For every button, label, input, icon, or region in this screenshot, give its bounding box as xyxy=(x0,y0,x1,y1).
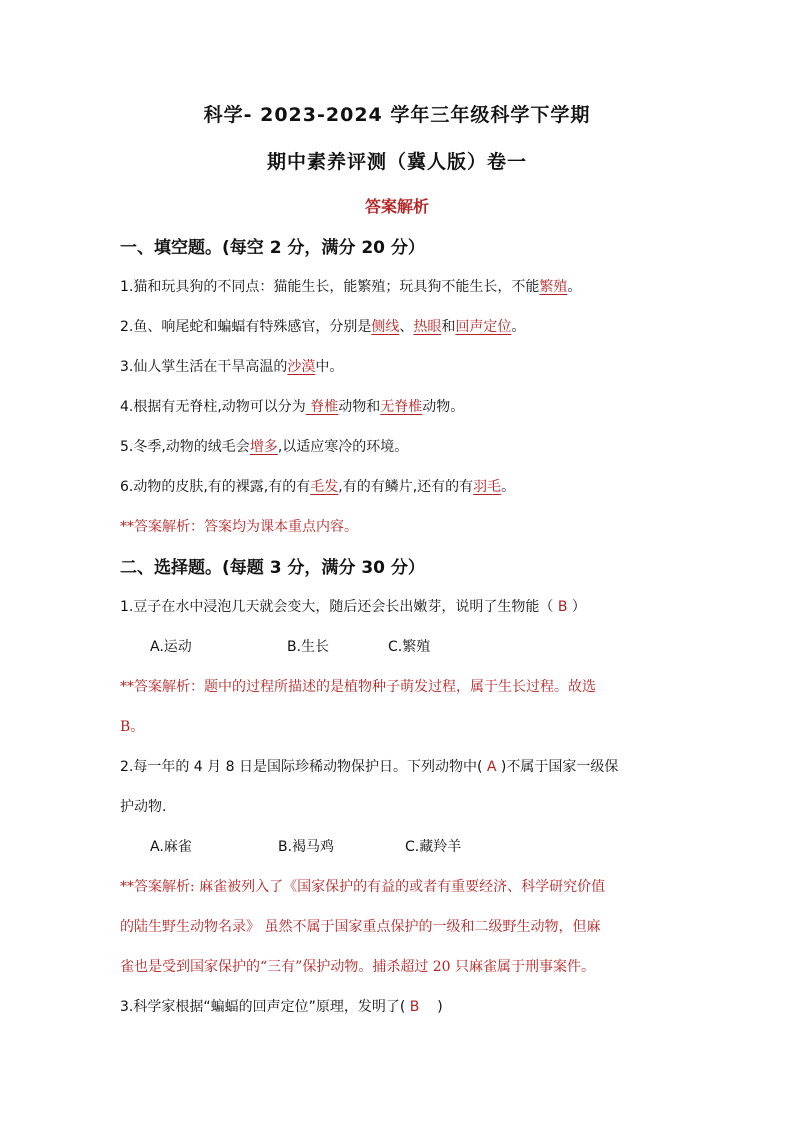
q-text: 和 xyxy=(441,319,456,335)
q-text: 动物。 xyxy=(422,399,465,415)
doc-title-line2: 期中素养评测（冀人版）卷一 xyxy=(266,151,527,173)
answer-blank: 繁殖 xyxy=(539,279,568,295)
fill-question-2 xyxy=(120,316,525,336)
section1-explanation: **答案解析：答案均为课本重点内容。 xyxy=(120,519,358,535)
q-text: 3.仙人掌生活在干旱高温的 xyxy=(120,359,288,375)
option-a: A.麻雀 xyxy=(150,839,192,855)
fill-question-5 xyxy=(120,436,408,456)
q-text: 6.动物的皮肤,有的裸露,有的有 xyxy=(120,479,311,495)
fill-question-3 xyxy=(120,356,343,376)
answer-blank: 沙漠 xyxy=(287,359,316,375)
section2-heading: 二、选择题。(每题 3 分，满分 30 分） xyxy=(120,558,425,578)
choice-question-3 xyxy=(120,996,443,1016)
doc-subtitle: 答案解析 xyxy=(364,197,429,216)
answer-blank: 回声定位 xyxy=(455,319,512,335)
answer-blank: 毛发 xyxy=(310,479,339,495)
option-a: A.运动 xyxy=(150,639,192,655)
q-text: )不属于国家一级保 xyxy=(500,759,619,775)
q2-stem-line2: 护动物. xyxy=(120,799,167,815)
fill-question-4 xyxy=(120,396,464,416)
q-text: 、 xyxy=(399,319,414,335)
answer-letter: A xyxy=(482,759,501,775)
answer-letter: B xyxy=(557,599,568,615)
choice-question-1 xyxy=(120,596,586,616)
q-text: 1.豆子在水中浸泡几天就会变大，随后还会长出嫩芽，说明了生物能（ xyxy=(120,599,558,615)
answer-blank: 脊椎 xyxy=(305,399,339,415)
q2-explanation-line2: 的陆生野生动物名录》 虽然不属于国家重点保护的一级和二级野生动物，但麻 xyxy=(120,919,601,935)
answer-letter: B xyxy=(405,999,424,1015)
q2-explanation-line1: **答案解析: 麻雀被列入了《国家保护的有益的或者有重要经济、科学研究价值 xyxy=(120,879,606,895)
answer-blank: 增多 xyxy=(249,439,278,455)
doc-title-line1: 科学- 2023-2024 学年三年级科学下学期 xyxy=(203,104,591,126)
q-text: 。 xyxy=(501,479,516,495)
answer-blank: 侧线 xyxy=(371,319,400,335)
answer-blank: 羽毛 xyxy=(473,479,502,495)
fill-question-1 xyxy=(120,276,581,296)
option-c: C.藏羚羊 xyxy=(405,839,462,855)
q-text: ,以适应寒冷的环境。 xyxy=(277,439,409,455)
q1-explanation-line1: **答案解析：题中的过程所描述的是植物种子萌发过程，属于生长过程。故选 xyxy=(120,679,596,695)
q-text: 。 xyxy=(567,279,582,295)
choice-question-2 xyxy=(120,756,618,776)
q-text: ） xyxy=(567,599,586,615)
q-text: 1.猫和玩具狗的不同点：猫能生长，能繁殖；玩具狗不能生长，不能 xyxy=(120,279,540,295)
q-text: 中。 xyxy=(315,359,344,375)
q2-explanation-line3: 雀也是受到国家保护的“三有”保护动物。捕杀超过 20 只麻雀属于刑事案件。 xyxy=(120,959,596,975)
option-b: B.褐马鸡 xyxy=(278,839,335,855)
fill-question-6 xyxy=(120,476,515,496)
option-b: B.生长 xyxy=(287,639,330,655)
q-text: 。 xyxy=(511,319,526,335)
answer-blank: 热眼 xyxy=(413,319,442,335)
q-text: 5.冬季,动物的绒毛会 xyxy=(120,439,250,455)
q-text: 2.鱼、响尾蛇和蝙蝠有特殊感官，分别是 xyxy=(120,319,372,335)
q-text: 3.科学家根据“蝙蝠的回声定位”原理，发明了( xyxy=(120,999,406,1015)
q-text: 2.每一年的 4 月 8 日是国际珍稀动物保护日。下列动物中( xyxy=(120,759,483,775)
q1-explanation-line2: B。 xyxy=(120,719,145,735)
section1-heading: 一、填空题。(每空 2 分，满分 20 分） xyxy=(120,238,425,258)
q-text: ,有的有鳞片,还有的有 xyxy=(338,479,474,495)
q-text: 动物和 xyxy=(338,399,381,415)
option-c: C.繁殖 xyxy=(388,639,431,655)
q-text: ) xyxy=(423,999,443,1015)
q-text: 4.根据有无脊柱,动物可以分为 xyxy=(120,399,306,415)
answer-blank: 无脊椎 xyxy=(380,399,423,415)
